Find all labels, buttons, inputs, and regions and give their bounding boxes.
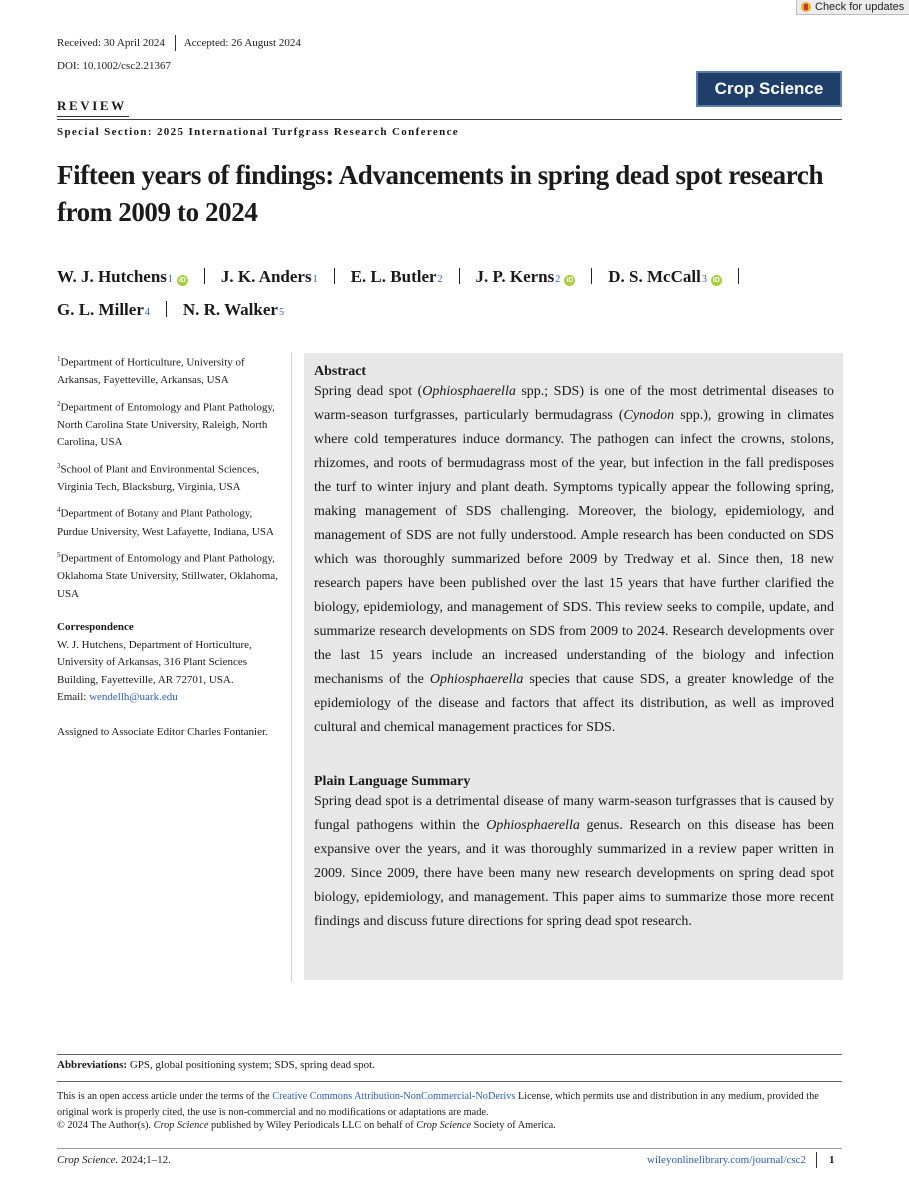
license-link[interactable]: Creative Commons Attribution-NonCommercial-NoDerivs	[272, 1091, 516, 1102]
abstract-box	[304, 353, 843, 980]
header-divider	[57, 119, 842, 120]
page-number: 1	[829, 1154, 835, 1166]
author-separator	[591, 268, 592, 284]
author[interactable]: D. S. McCall 3 iD	[608, 267, 720, 286]
license-text: This is an open access article under the terms of the Creative Commons Attribution-NonCommercial-NoDerivs License, which permits use and distribution in any medium, provided the original work is properly cited, the use is non-commercial and no modifications or adaptations are made.	[57, 1091, 819, 1118]
date-divider	[175, 35, 176, 51]
affiliation: $^1$Department of Horticulture, University of Arkansas, Fayetteville, Arkansas, USA	[57, 355, 245, 387]
author-separator	[166, 301, 167, 317]
author-separator	[459, 268, 460, 284]
affiliations	[57, 351, 279, 741]
affiliation: $^3$School of Plant and Environmental Sciences, Virginia Tech, Blacksburg, Virginia, USA	[57, 461, 260, 493]
abbreviations-rule-bottom	[57, 1081, 842, 1082]
section-label: REVIEW	[57, 98, 127, 113]
footer-rule	[57, 1148, 842, 1149]
email-link[interactable]: wendellh@uark.edu	[89, 691, 178, 704]
copyright: © 2024 The Author(s). Crop Science published by Wiley Periodicals LLC on behalf of Crop Science Society of America.	[57, 1120, 556, 1131]
section-underline	[57, 116, 129, 117]
footer-right	[647, 1154, 835, 1168]
author[interactable]: J. P. Kerns 2 iD	[475, 267, 574, 286]
check-for-updates-label: Check for updates	[815, 1, 905, 13]
orcid-icon[interactable]: iD	[566, 277, 574, 284]
footer-citation: Crop Science. 2024;1–12.	[57, 1154, 171, 1166]
journal-logo[interactable]: Crop Science	[696, 71, 842, 107]
correspondence-text: W. J. Hutchens, Department of Horticulture, University of Arkansas, 316 Plant Sciences Building, Fayetteville, AR 72701, USA. Email: wendellh@uark.edu	[57, 638, 252, 704]
affiliation: $^5$Department of Entomology and Plant Pathology, Oklahoma State University, Stillwater, Oklahoma, USA	[57, 551, 278, 600]
orcid-icon[interactable]: iD	[178, 277, 186, 284]
author[interactable]: N. R. Walker 5	[182, 300, 284, 319]
abbreviations-rule-top	[57, 1054, 842, 1055]
doi: DOI: 10.1002/csc2.21367	[57, 60, 171, 72]
abbreviations: Abbreviations: GPS, global positioning system; SDS, spring dead spot.	[57, 1059, 375, 1071]
author-list	[57, 262, 842, 328]
footer-divider	[816, 1152, 817, 1168]
author[interactable]: W. J. Hutchens 1 iD	[57, 267, 186, 286]
author[interactable]: J. K. Anders 1	[220, 267, 318, 286]
accepted-date: Accepted: 26 August 2024	[183, 37, 301, 49]
article-dates	[57, 37, 301, 51]
received-date: Received: 30 April 2024	[57, 37, 165, 49]
special-section: Special Section: 2025 International Turfgrass Research Conference	[57, 126, 460, 138]
column-divider	[291, 352, 292, 982]
correspondence-heading: Correspondence	[57, 621, 134, 634]
abstract-heading: Abstract	[314, 364, 367, 379]
abstract-text: Spring dead spot (Ophiosphaerella spp.; SDS) is one of the most detrimental diseases to warm-season turfgrasses, particularly bermudagrass (Cynodon spp.), growing in climates where cold temperatures induce dormancy. The pathogen can infect the crowns, stolons, rhizomes, and roots of bermudagrass most of the year, but infection in the fall predisposes the turf to winter injury and plant death. Symptoms typically appear the following spring, making management of SDS challenging. Moreover, the biology, epidemiology, and management of SDS are not fully understood. Ample research has been conducted on SDS which was thoroughly summarized before 2009 by Tredway et al. Since then, 18 new research papers have been published over the last 15 years that have further clarified the biology, epidemiology, and management of SDS. This review seeks to compile, update, and summarize research developments on SDS from 2009 to 2024. Research developments over the last 15 years include an increased understanding of the biology and infection mechanisms of the Ophiosphaerella species that cause SDS, a greater knowledge of the epidemiology of the disease and factors that affect its distribution, as well as improved cultural and chemical management practices for SDS.	[314, 384, 835, 735]
check-updates-icon	[801, 2, 811, 12]
article-title: Fifteen years of findings: Advancements in spring dead spot research from 2009 to 2024	[57, 160, 824, 227]
author-separator	[204, 268, 205, 284]
author-separator	[738, 268, 739, 284]
plain-summary-heading: Plain Language Summary	[314, 774, 471, 789]
plain-summary-text: Spring dead spot is a detrimental disease of many warm-season turfgrasses that is caused by fungal pathogens within the Ophiosphaerella genus. Research on this disease has been expansive over the years, and it was thoroughly summarized in a review paper written in 2009. Since 2009, there have been many new research developments on spring dead spot biology, epidemiology, and management. This paper aims to summarize those more recent findings and discuss future directions for spring dead spot research.	[314, 794, 834, 929]
assigned-editor: Assigned to Associate Editor Charles Fontanier.	[57, 725, 268, 738]
affiliation: $^2$Department of Entomology and Plant Pathology, North Carolina State University, Raleigh, North Carolina, USA	[57, 399, 275, 449]
author[interactable]: E. L. Butler 2	[350, 267, 443, 286]
journal-url-link[interactable]: wileyonlinelibrary.com/journal/csc2	[647, 1154, 807, 1166]
author[interactable]: G. L. Miller 4	[57, 300, 150, 319]
author-separator	[334, 268, 335, 284]
check-for-updates-button[interactable]	[796, 0, 909, 15]
orcid-icon[interactable]: iD	[712, 277, 720, 284]
affiliation: $^4$Department of Botany and Plant Pathology, Purdue University, West Lafayette, Indiana, USA	[57, 506, 274, 538]
